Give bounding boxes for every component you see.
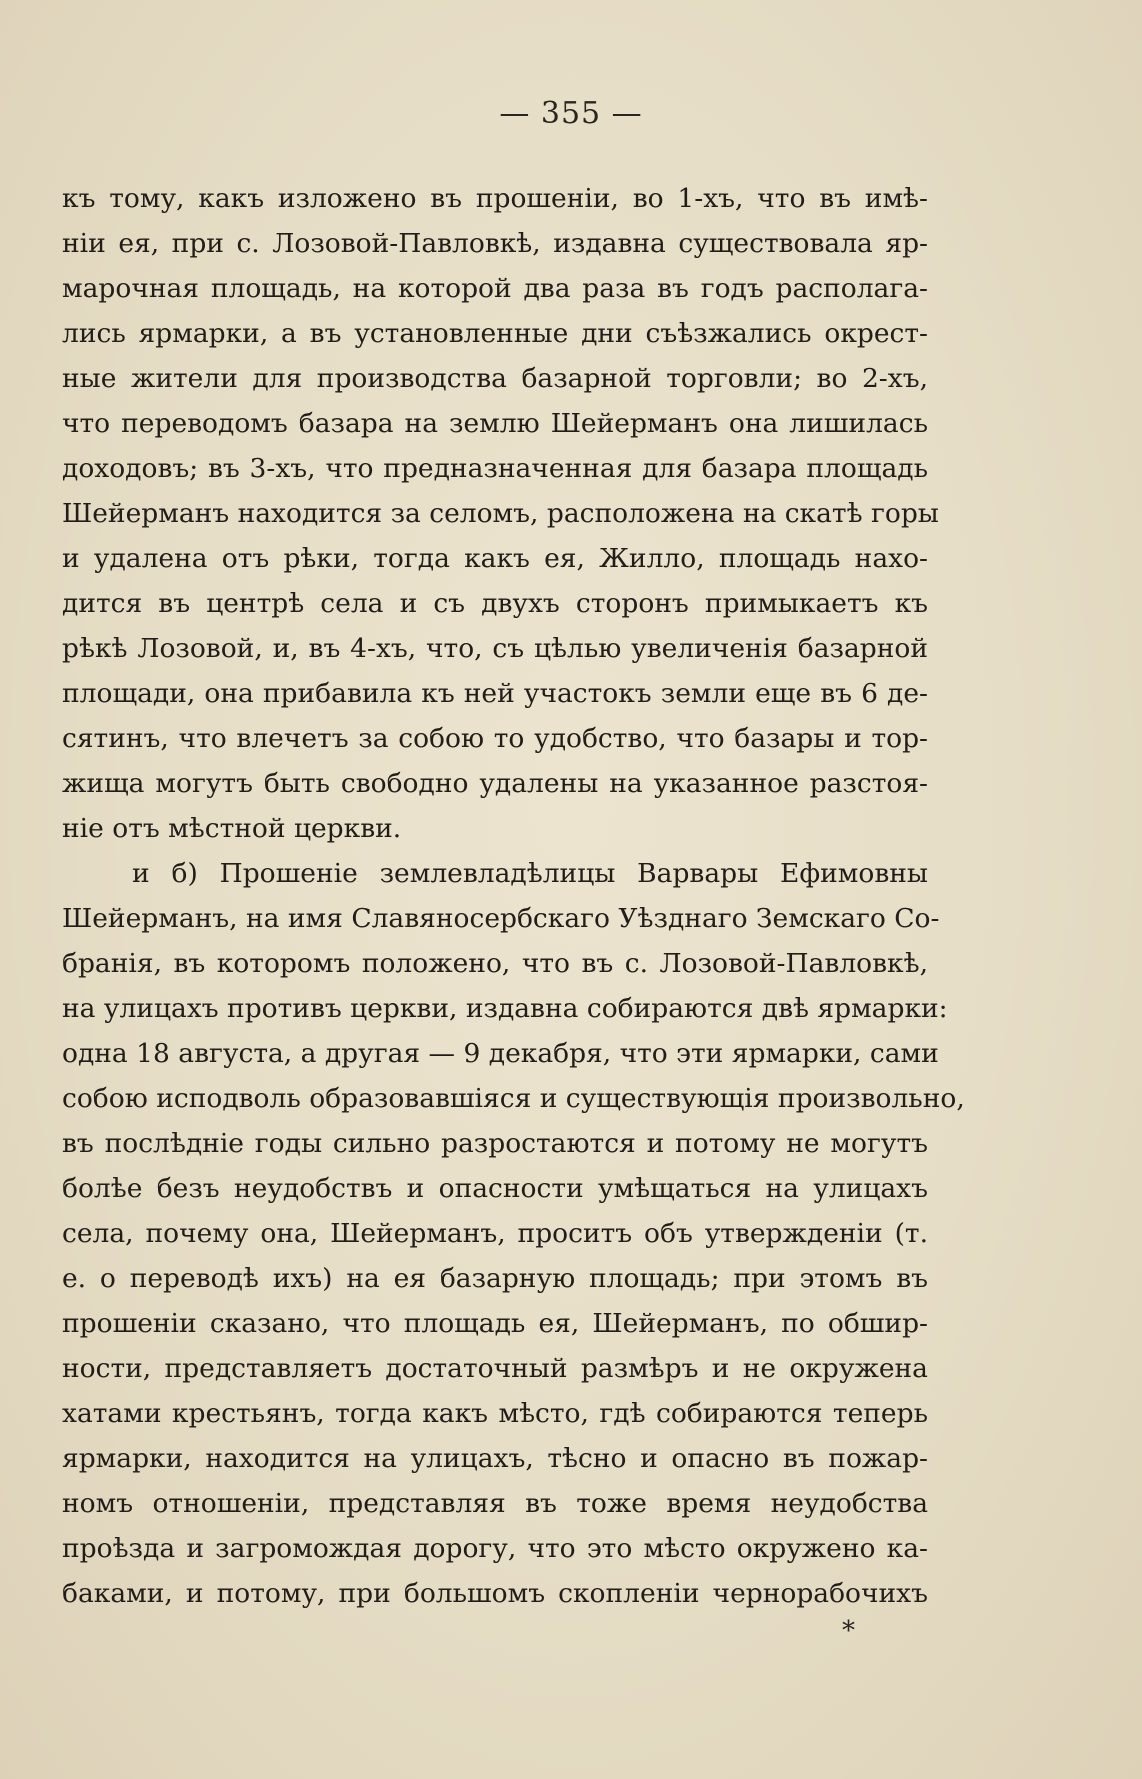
text-line: номъ отношеніи, представляя въ тоже время неудобства [62,1488,928,1519]
paragraph-start-line: и б) Прошеніе землевладѣлицы Варвары Ефимовны [132,858,928,889]
text-line: ности, представляетъ достаточный размѣръ и не окружена [62,1353,928,1384]
text-line: проѣзда и загромождая дорогу, что это мѣсто окружено ка- [62,1533,928,1564]
text-line: бранія, въ которомъ положено, что въ с. Лозовой-Павловкѣ, [62,948,928,979]
text-line: Шейерманъ находится за селомъ, расположена на скатѣ горы [62,498,939,529]
signature-mark: * [842,1616,855,1646]
page-number: — 355 — [499,96,643,131]
text-line: е. о переводѣ ихъ) на ея базарную площадь; при этомъ въ [62,1263,928,1294]
text-line: что переводомъ базара на землю Шейерманъ она лишилась [62,408,928,439]
body-text [62,176,965,1616]
text-line: рѣкѣ Лозовой, и, въ 4-хъ, что, съ цѣлью увеличенія базарной [62,633,928,664]
text-line: на улицахъ противъ церкви, издавна собираются двѣ ярмарки: [62,993,948,1024]
text-line: собою исподволь образовавшіяся и существующія произвольно, [62,1083,965,1114]
text-line: площади, она прибавила къ ней участокъ земли еще въ 6 де- [62,678,928,709]
text-line: въ послѣдніе годы сильно разростаются и потому не могутъ [62,1128,928,1159]
text-line: доходовъ; въ 3-хъ, что предназначенная для базара площадь [62,453,928,484]
text-line: сятинъ, что влечетъ за собою то удобство, что базары и тор- [62,723,928,754]
text-line: ные жители для производства базарной торговли; во 2-хъ, [62,363,928,394]
text-line: хатами крестьянъ, тогда какъ мѣсто, гдѣ собираются теперь [62,1398,928,1429]
text-line: ярмарки, находится на улицахъ, тѣсно и опасно въ пожар- [62,1443,928,1474]
text-line: ніи ея, при с. Лозовой-Павловкѣ, издавна существовала яр- [62,228,928,259]
text-line: къ тому, какъ изложено въ прошеніи, во 1-хъ, что въ имѣ- [62,183,928,214]
text-line: ніе отъ мѣстной церкви. [62,813,402,844]
text-line: дится въ центрѣ села и съ двухъ сторонъ примыкаетъ къ [62,588,928,619]
text-line: лись ярмарки, а въ установленные дни съѣзжались окрест- [62,318,928,349]
text-line: Шейерманъ, на имя Славяносербскаго Уѣзднаго Земскаго Со- [62,903,940,934]
text-line: и удалена отъ рѣки, тогда какъ ея, Жилло, площадь нахо- [62,543,928,574]
text-line: марочная площадь, на которой два раза въ годъ располага- [62,273,928,304]
text-line: прошеніи сказано, что площадь ея, Шейерманъ, по обшир- [62,1308,928,1339]
text-line: жища могутъ быть свободно удалены на указанное разстоя- [62,768,928,799]
text-line: села, почему она, Шейерманъ, проситъ объ утвержденіи (т. [62,1218,928,1249]
text-line: болѣе безъ неудобствъ и опасности умѣщаться на улицахъ [62,1173,928,1204]
text-line: баками, и потому, при большомъ скопленіи чернорабочихъ [62,1578,928,1609]
text-line: одна 18 августа, а другая — 9 декабря, что эти ярмарки, сами [62,1038,939,1069]
